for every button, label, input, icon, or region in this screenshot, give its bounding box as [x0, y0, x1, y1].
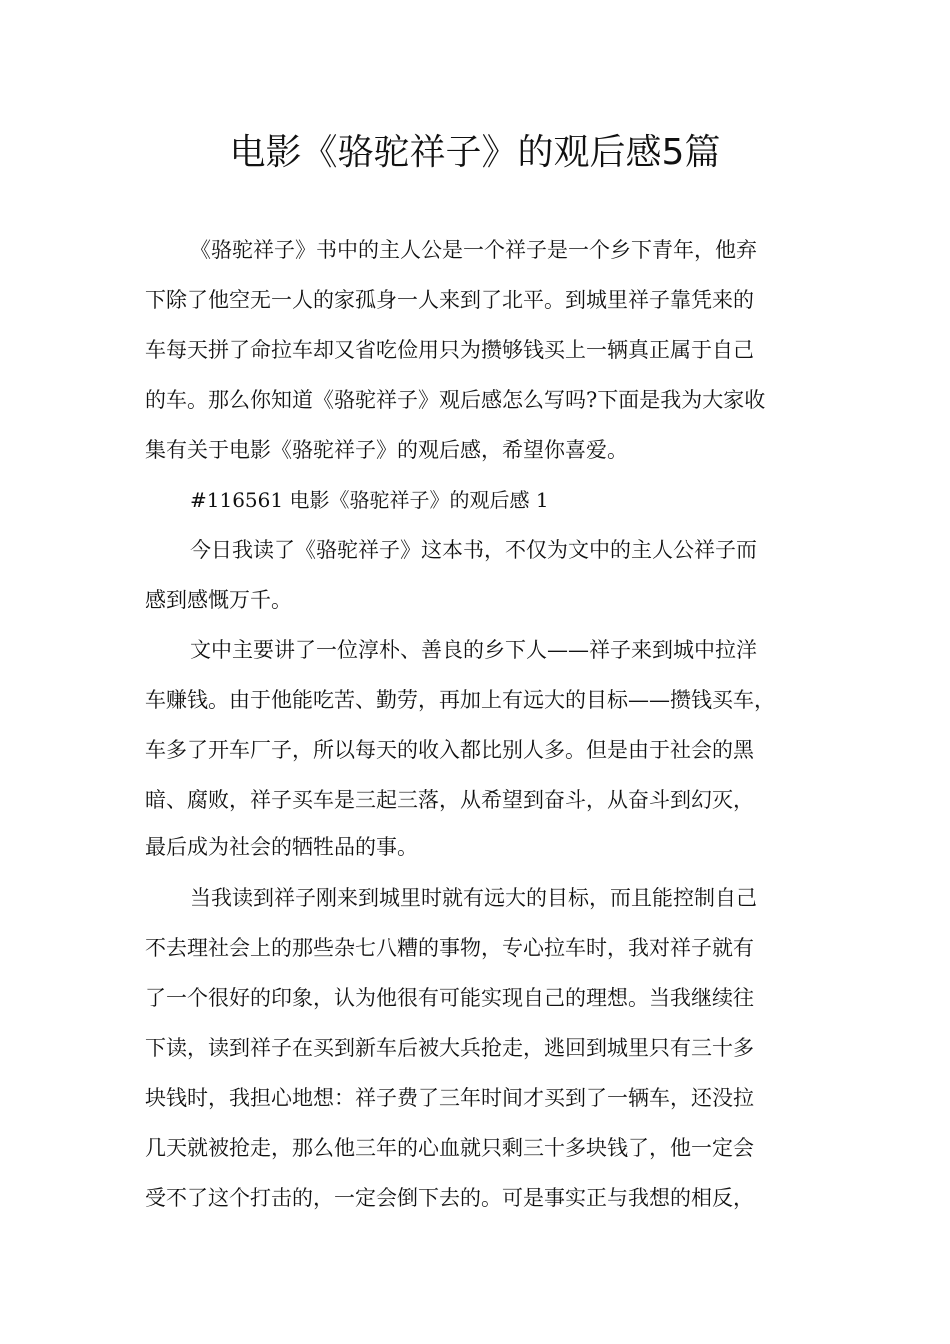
paragraph-line: 下读，读到祥子在买到新车后被大兵抢走，逃回到城里只有三十多 — [145, 1036, 754, 1060]
paragraph-line: 最后成为社会的牺牲品的事。 — [145, 835, 418, 859]
paragraph-line: 感到感慨万千。 — [145, 588, 292, 612]
paragraph-line: 《骆驼祥子》书中的主人公是一个祥子是一个乡下青年，他弃 — [190, 238, 757, 262]
paragraph-line: 今日我读了《骆驼祥子》这本书，不仅为文中的主人公祥子而 — [190, 538, 757, 562]
paragraph-line: 车多了开车厂子，所以每天的收入都比别人多。但是由于社会的黑 — [145, 738, 754, 762]
paragraph-line: 块钱时，我担心地想：祥子费了三年时间才买到了一辆车，还没拉 — [145, 1086, 754, 1110]
paragraph-line: 当我读到祥子刚来到城里时就有远大的目标，而且能控制自己 — [190, 886, 757, 910]
document-title: 电影《骆驼祥子》的观后感5篇 — [229, 132, 721, 173]
paragraph-line: 文中主要讲了一位淳朴、善良的乡下人——祥子来到城中拉洋 — [190, 638, 757, 662]
paragraph-line: 受不了这个打击的，一定会倒下去的。可是事实正与我想的相反， — [145, 1186, 754, 1210]
paragraph-line: 几天就被抢走，那么他三年的心血就只剩三十多块钱了，他一定会 — [145, 1136, 754, 1160]
paragraph-line: 暗、腐败，祥子买车是三起三落，从希望到奋斗，从奋斗到幻灭， — [145, 788, 754, 812]
paragraph-line: 车赚钱。由于他能吃苦、勤劳，再加上有远大的目标——攒钱买车， — [145, 688, 775, 712]
paragraph-line: 下除了他空无一人的家孤身一人来到了北平。到城里祥子靠凭来的 — [145, 288, 754, 312]
paragraph-line: 不去理社会上的那些杂七八糟的事物，专心拉车时，我对祥子就有 — [145, 936, 754, 960]
paragraph-line: 车每天拼了命拉车却又省吃俭用只为攒够钱买上一辆真正属于自己 — [145, 338, 754, 362]
paragraph-line: 的车。那么你知道《骆驼祥子》观后感怎么写吗?下面是我为大家收 — [145, 388, 766, 412]
paragraph-line: 集有关于电影《骆驼祥子》的观后感，希望你喜爱。 — [145, 438, 628, 462]
paragraph-line: 了一个很好的印象，认为他很有可能实现自己的理想。当我继续往 — [145, 986, 754, 1010]
section-heading: #116561 电影《骆驼祥子》的观后感 1 — [190, 488, 549, 512]
